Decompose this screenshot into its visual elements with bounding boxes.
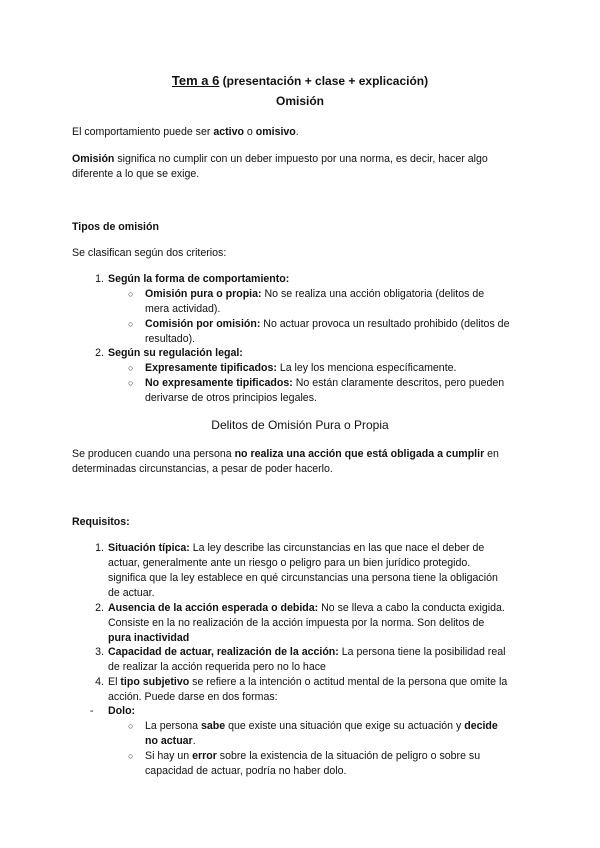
text: La ley describe las circunstancias en las que nace el deber de <box>189 542 485 554</box>
bullet-icon: ○ <box>128 751 134 761</box>
list-number: 1. <box>95 542 104 554</box>
text-bold: Omisión pura o propia: <box>145 288 262 300</box>
bullet-icon: ○ <box>128 289 134 299</box>
text: . <box>295 126 299 138</box>
requisito-4 <box>108 675 528 690</box>
text: o <box>243 126 256 138</box>
list-number: 2. <box>95 347 104 359</box>
requisito-2 <box>108 601 528 616</box>
text: que existe una situación que exige su actuación y <box>225 720 465 732</box>
list-number: 2. <box>95 602 104 614</box>
text-bold: no actuar <box>145 735 193 747</box>
requisito-3-cont: de realizar la acción requerida pero no lo hace <box>108 661 326 673</box>
list-number: 1. <box>95 273 104 285</box>
title-main: Tem a 6 <box>171 73 220 88</box>
text: No están claramente descritos, pero pueden <box>292 377 505 389</box>
delitos-paragraph <box>72 447 532 462</box>
text-bold: error <box>192 750 217 762</box>
text: Si hay un <box>145 750 193 762</box>
requisito-1-cont: significa que la ley establece en qué circunstancias una persona tiene la obligación <box>108 572 498 584</box>
list-item <box>145 317 530 332</box>
text: La ley los menciona específicamente. <box>276 362 457 374</box>
section-heading-tipos: Tipos de omisión <box>72 221 159 233</box>
text: El comportamiento puede ser <box>72 126 214 138</box>
text: El <box>108 676 121 688</box>
intro-paragraph-2-cont: diferente a lo que se exige. <box>72 168 200 180</box>
page-title <box>0 74 600 89</box>
bullet-icon: ○ <box>128 319 134 329</box>
dash-marker: - <box>90 705 94 717</box>
list-item <box>145 749 530 764</box>
page-subtitle: Omisión <box>275 94 324 108</box>
text: . <box>192 735 196 747</box>
section-heading-delitos: Delitos de Omisión Pura o Propia <box>211 418 389 432</box>
text-bold: Comisión por omisión: <box>145 318 261 330</box>
tipos-lead: Se clasifican según dos criterios: <box>72 247 227 259</box>
intro-paragraph-2 <box>72 152 532 167</box>
text-bold: Situación típica: <box>108 542 190 554</box>
text: se refiere a la intención o actitud mental de la persona que omite la <box>189 676 508 688</box>
text: Se producen cuando una persona <box>72 448 235 460</box>
list-item <box>145 376 530 391</box>
text: No actuar provoca un resultado prohibido (delitos de <box>260 318 510 330</box>
list-number: 4. <box>95 676 104 688</box>
text-bold: activo <box>213 126 244 138</box>
list-item <box>145 361 530 376</box>
list-item-cont <box>145 734 530 749</box>
text-bold: sabe <box>200 720 226 732</box>
list-item <box>145 287 530 302</box>
criterion-1-label: Según la forma de comportamiento: <box>108 273 290 285</box>
dolo-label: Dolo: <box>108 705 136 717</box>
text-bold: decide <box>464 720 498 732</box>
text: No se realiza una acción obligatoria (delitos de <box>261 288 485 300</box>
text: La persona tiene la posibilidad real <box>338 646 506 658</box>
requisito-4-cont: acción. Puede darse en dos formas: <box>108 691 278 703</box>
criterion-2-label: Según su regulación legal: <box>108 347 243 359</box>
text-bold: omisivo <box>255 126 296 138</box>
title-rest: (presentación + clase + explicación) <box>219 74 429 88</box>
text-bold: Ausencia de la acción esperada o debida: <box>108 602 319 614</box>
text-bold: tipo subjetivo <box>120 676 190 688</box>
text-bold: Capacidad de actuar, realización de la acción: <box>108 646 339 658</box>
bullet-icon: ○ <box>128 363 134 373</box>
text: en <box>484 448 499 460</box>
text-bold: No expresamente tipificados: <box>145 377 293 389</box>
text: significa no cumplir con un deber impuesto por una norma, es decir, hacer algo <box>114 153 488 165</box>
text-bold: Expresamente tipificados: <box>145 362 277 374</box>
list-item-cont: capacidad de actuar, podría no haber dolo. <box>145 765 347 777</box>
list-item-cont: derivarse de otros principios legales. <box>145 392 317 404</box>
bullet-icon: ○ <box>128 378 134 388</box>
text-bold: Omisión <box>72 153 115 165</box>
intro-paragraph-1 <box>72 125 532 140</box>
requisito-1-cont: actuar, generalmente ante un riesgo o peligro para un bien jurídico protegido. <box>108 557 471 569</box>
text-bold: no realiza una acción que está obligada a cumplir <box>234 448 485 460</box>
delitos-paragraph-cont: determinadas circunstancias, a pesar de poder hacerlo. <box>72 463 333 475</box>
text: No se lleva a cabo la conducta exigida. <box>318 602 505 614</box>
text: La persona <box>145 720 201 732</box>
requisito-1-cont: de actuar. <box>108 587 155 599</box>
section-heading-requisitos: Requisitos: <box>72 516 130 528</box>
list-item-cont: mera actividad). <box>145 303 221 315</box>
requisito-1 <box>108 541 528 556</box>
list-number: 3. <box>95 646 104 658</box>
list-item <box>145 719 530 734</box>
bullet-icon: ○ <box>128 721 134 731</box>
requisito-2-cont: pura inactividad <box>108 632 190 644</box>
list-item-cont: resultado). <box>145 333 196 345</box>
text: sobre la existencia de la situación de peligro o sobre su <box>216 750 481 762</box>
requisito-3 <box>108 645 528 660</box>
requisito-2-cont: Consiste en la no realización de la acción impuesta por la norma. Son delitos de <box>108 617 485 629</box>
